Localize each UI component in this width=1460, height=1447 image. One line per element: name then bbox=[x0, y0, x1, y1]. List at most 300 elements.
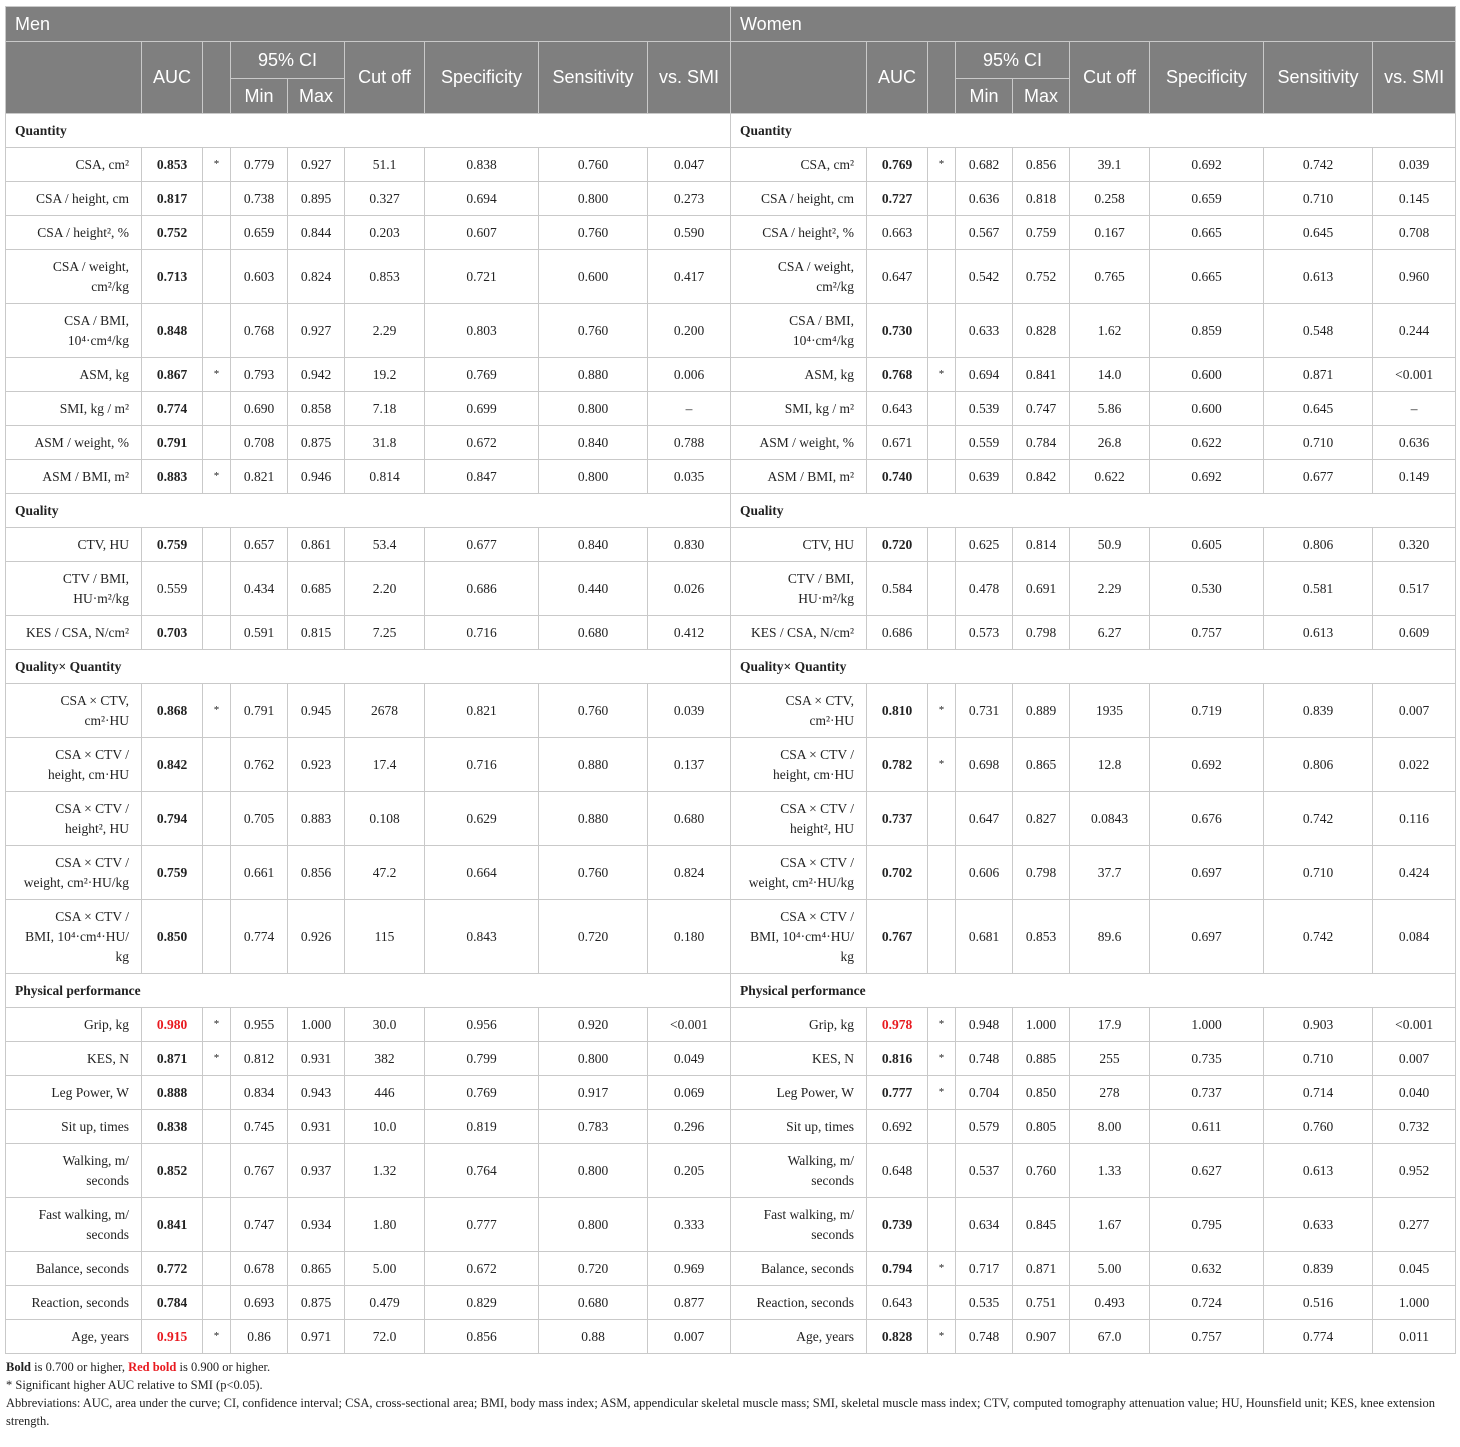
men-max-cell: 0.875 bbox=[288, 1286, 345, 1320]
men-star-cell bbox=[203, 1042, 231, 1076]
men-measure-label: CSA, cm² bbox=[6, 148, 142, 182]
men-spec-cell: 0.769 bbox=[425, 358, 539, 392]
men-vs-cell: 0.590 bbox=[648, 216, 731, 250]
women-measure-label: Grip, kg bbox=[731, 1008, 867, 1042]
men-specificity-header: Specificity bbox=[425, 42, 539, 114]
women-min-cell: 0.633 bbox=[956, 304, 1013, 358]
women-vs-cell: 0.960 bbox=[1373, 250, 1456, 304]
men-spec-cell: 0.716 bbox=[425, 738, 539, 792]
women-auc-cell: 0.737 bbox=[867, 792, 928, 846]
women-significance-mark: * bbox=[938, 1261, 945, 1274]
men-auc-cell: 0.868 bbox=[142, 684, 203, 738]
table-row bbox=[6, 684, 1456, 738]
women-min-cell: 0.573 bbox=[956, 616, 1013, 650]
men-sens-cell: 0.840 bbox=[539, 426, 648, 460]
women-cutoff-cell: 278 bbox=[1070, 1076, 1150, 1110]
women-star-cell bbox=[928, 1320, 956, 1354]
men-sens-cell: 0.800 bbox=[539, 182, 648, 216]
women-measure-label: SMI, kg / m² bbox=[731, 392, 867, 426]
women-max-cell: 0.842 bbox=[1013, 460, 1070, 494]
table-row bbox=[6, 392, 1456, 426]
men-vs-cell: 0.026 bbox=[648, 562, 731, 616]
women-vs-cell: 0.022 bbox=[1373, 738, 1456, 792]
men-min-cell: 0.791 bbox=[231, 684, 288, 738]
women-min-cell: 0.606 bbox=[956, 846, 1013, 900]
women-auc-cell: 0.730 bbox=[867, 304, 928, 358]
men-min-cell: 0.779 bbox=[231, 148, 288, 182]
women-vs-cell: 1.000 bbox=[1373, 1286, 1456, 1320]
men-auc-cell: 0.752 bbox=[142, 216, 203, 250]
women-cutoff-cell: 6.27 bbox=[1070, 616, 1150, 650]
men-spec-cell: 0.769 bbox=[425, 1076, 539, 1110]
women-auc-cell: 0.740 bbox=[867, 460, 928, 494]
women-auc-cell: 0.768 bbox=[867, 358, 928, 392]
women-star-cell bbox=[928, 1198, 956, 1252]
men-measure-label: CSA / height², % bbox=[6, 216, 142, 250]
women-significance-mark: * bbox=[938, 757, 945, 770]
women-cutoff-cell: 5.00 bbox=[1070, 1252, 1150, 1286]
men-significance-mark: * bbox=[213, 367, 220, 380]
women-measure-label: Balance, seconds bbox=[731, 1252, 867, 1286]
women-max-cell: 0.752 bbox=[1013, 250, 1070, 304]
men-vs-cell: 0.296 bbox=[648, 1110, 731, 1144]
women-max-cell: 0.827 bbox=[1013, 792, 1070, 846]
men-max-cell: 0.927 bbox=[288, 304, 345, 358]
men-sens-cell: 0.840 bbox=[539, 528, 648, 562]
men-star-cell bbox=[203, 426, 231, 460]
men-sens-cell: 0.880 bbox=[539, 358, 648, 392]
table-row bbox=[6, 1320, 1456, 1354]
men-min-cell: 0.745 bbox=[231, 1110, 288, 1144]
men-star-cell bbox=[203, 148, 231, 182]
men-star-cell bbox=[203, 616, 231, 650]
women-sens-cell: 0.645 bbox=[1264, 216, 1373, 250]
women-star-cell bbox=[928, 846, 956, 900]
men-star-cell bbox=[203, 358, 231, 392]
men-min-cell: 0.657 bbox=[231, 528, 288, 562]
men-vs-cell: 0.788 bbox=[648, 426, 731, 460]
women-sens-cell: 0.774 bbox=[1264, 1320, 1373, 1354]
men-spec-cell: 0.803 bbox=[425, 304, 539, 358]
men-measure-label: Leg Power, W bbox=[6, 1076, 142, 1110]
men-auc-cell: 0.850 bbox=[142, 900, 203, 974]
men-cutoff-cell: 0.327 bbox=[345, 182, 425, 216]
women-sens-cell: 0.613 bbox=[1264, 1144, 1373, 1198]
men-auc-cell: 0.713 bbox=[142, 250, 203, 304]
women-max-cell: 0.853 bbox=[1013, 900, 1070, 974]
men-vs-cell: 0.680 bbox=[648, 792, 731, 846]
men-sens-cell: 0.600 bbox=[539, 250, 648, 304]
men-auc-cell: 0.759 bbox=[142, 846, 203, 900]
men-max-cell: 0.824 bbox=[288, 250, 345, 304]
men-star-cell bbox=[203, 1320, 231, 1354]
men-auc-cell: 0.759 bbox=[142, 528, 203, 562]
table-row bbox=[6, 738, 1456, 792]
women-cutoff-cell: 17.9 bbox=[1070, 1008, 1150, 1042]
women-max-cell: 0.856 bbox=[1013, 148, 1070, 182]
red-bold-text: is 0.900 or higher. bbox=[176, 1360, 271, 1374]
women-auc-cell: 0.648 bbox=[867, 1144, 928, 1198]
women-sens-cell: 0.548 bbox=[1264, 304, 1373, 358]
men-cutoff-cell: 17.4 bbox=[345, 738, 425, 792]
men-measure-label: KES, N bbox=[6, 1042, 142, 1076]
men-max-cell: 0.883 bbox=[288, 792, 345, 846]
men-spec-cell: 0.629 bbox=[425, 792, 539, 846]
men-spec-cell: 0.716 bbox=[425, 616, 539, 650]
men-cutoff-cell: 2.29 bbox=[345, 304, 425, 358]
women-min-cell: 0.681 bbox=[956, 900, 1013, 974]
men-significance-mark: * bbox=[213, 1329, 220, 1342]
men-spec-cell: 0.829 bbox=[425, 1286, 539, 1320]
women-cutoff-cell: 0.0843 bbox=[1070, 792, 1150, 846]
section-row bbox=[6, 974, 1456, 1008]
women-header: Women bbox=[731, 7, 1456, 42]
women-star-cell bbox=[928, 1042, 956, 1076]
women-max-cell: 0.760 bbox=[1013, 1144, 1070, 1198]
men-measure-label: CSA / weight, cm²/kg bbox=[6, 250, 142, 304]
women-measure-label: KES, N bbox=[731, 1042, 867, 1076]
men-min-cell: 0.821 bbox=[231, 460, 288, 494]
women-spec-cell: 0.665 bbox=[1150, 250, 1264, 304]
women-cutoff-cell: 0.167 bbox=[1070, 216, 1150, 250]
men-spec-cell: 0.956 bbox=[425, 1008, 539, 1042]
men-sens-cell: 0.800 bbox=[539, 1042, 648, 1076]
men-auc-cell: 0.867 bbox=[142, 358, 203, 392]
women-measure-label: Fast walking, m/ seconds bbox=[731, 1198, 867, 1252]
women-sens-cell: 0.516 bbox=[1264, 1286, 1373, 1320]
women-spec-cell: 0.611 bbox=[1150, 1110, 1264, 1144]
women-significance-mark: * bbox=[938, 1329, 945, 1342]
men-section-title: Quality× Quantity bbox=[6, 650, 731, 684]
men-star-cell bbox=[203, 392, 231, 426]
men-spec-cell: 0.819 bbox=[425, 1110, 539, 1144]
women-significance-mark: * bbox=[938, 1051, 945, 1064]
women-sens-cell: 0.806 bbox=[1264, 528, 1373, 562]
men-cutoff-cell: 53.4 bbox=[345, 528, 425, 562]
men-max-cell: 0.971 bbox=[288, 1320, 345, 1354]
women-cutoff-cell: 0.765 bbox=[1070, 250, 1150, 304]
women-cutoff-cell: 89.6 bbox=[1070, 900, 1150, 974]
women-star-cell bbox=[928, 250, 956, 304]
women-cutoff-cell: 1.67 bbox=[1070, 1198, 1150, 1252]
women-sens-cell: 0.645 bbox=[1264, 392, 1373, 426]
bold-word: Bold bbox=[6, 1360, 32, 1374]
men-max-cell: 0.844 bbox=[288, 216, 345, 250]
women-min-cell: 0.478 bbox=[956, 562, 1013, 616]
women-cutoff-cell: 14.0 bbox=[1070, 358, 1150, 392]
women-spec-cell: 0.659 bbox=[1150, 182, 1264, 216]
men-max-header: Max bbox=[288, 79, 345, 114]
men-star-cell bbox=[203, 1008, 231, 1042]
women-vs-smi-header: vs. SMI bbox=[1373, 42, 1456, 114]
men-vs-cell: 0.877 bbox=[648, 1286, 731, 1320]
women-measure-label: CSA / height², % bbox=[731, 216, 867, 250]
women-measure-label: Reaction, seconds bbox=[731, 1286, 867, 1320]
men-cutoff-cell: 115 bbox=[345, 900, 425, 974]
men-min-cell: 0.738 bbox=[231, 182, 288, 216]
women-cutoff-cell: 1.62 bbox=[1070, 304, 1150, 358]
table-row bbox=[6, 1076, 1456, 1110]
women-auc-cell: 0.794 bbox=[867, 1252, 928, 1286]
men-cutoff-cell: 30.0 bbox=[345, 1008, 425, 1042]
women-cutoff-cell: 67.0 bbox=[1070, 1320, 1150, 1354]
men-sens-cell: 0.88 bbox=[539, 1320, 648, 1354]
women-measure-label: Leg Power, W bbox=[731, 1076, 867, 1110]
men-significance-mark: * bbox=[213, 157, 220, 170]
men-significance-mark: * bbox=[213, 1051, 220, 1064]
auc-results-table bbox=[5, 6, 1456, 1354]
women-star-cell bbox=[928, 148, 956, 182]
men-measure-label: KES / CSA, N/cm² bbox=[6, 616, 142, 650]
table-footnotes bbox=[5, 1358, 1455, 1430]
women-auc-cell: 0.584 bbox=[867, 562, 928, 616]
women-vs-cell: 0.007 bbox=[1373, 1042, 1456, 1076]
women-max-cell: 1.000 bbox=[1013, 1008, 1070, 1042]
men-min-cell: 0.747 bbox=[231, 1198, 288, 1252]
men-measure-label: CSA / BMI, 10⁴·cm⁴/kg bbox=[6, 304, 142, 358]
table-row bbox=[6, 358, 1456, 392]
women-sens-cell: 0.839 bbox=[1264, 1252, 1373, 1286]
women-sens-cell: 0.871 bbox=[1264, 358, 1373, 392]
table-row bbox=[6, 460, 1456, 494]
men-cutoff-cell: 7.18 bbox=[345, 392, 425, 426]
men-auc-cell: 0.841 bbox=[142, 1198, 203, 1252]
women-auc-cell: 0.769 bbox=[867, 148, 928, 182]
women-vs-cell: 0.145 bbox=[1373, 182, 1456, 216]
results-table-container bbox=[5, 6, 1455, 1430]
men-cutoff-cell: 446 bbox=[345, 1076, 425, 1110]
women-measure-header bbox=[731, 42, 867, 114]
men-spec-cell: 0.672 bbox=[425, 1252, 539, 1286]
women-significance-mark: * bbox=[938, 367, 945, 380]
women-sens-cell: 0.677 bbox=[1264, 460, 1373, 494]
men-star-cell bbox=[203, 684, 231, 738]
men-sens-cell: 0.917 bbox=[539, 1076, 648, 1110]
women-star-cell bbox=[928, 358, 956, 392]
men-spec-cell: 0.821 bbox=[425, 684, 539, 738]
women-significance-mark: * bbox=[938, 1085, 945, 1098]
women-star-cell bbox=[928, 304, 956, 358]
men-cutoff-cell: 7.25 bbox=[345, 616, 425, 650]
women-min-cell: 0.537 bbox=[956, 1144, 1013, 1198]
men-star-cell bbox=[203, 792, 231, 846]
men-auc-cell: 0.784 bbox=[142, 1286, 203, 1320]
women-cutoff-cell: 26.8 bbox=[1070, 426, 1150, 460]
men-cutoff-cell: 51.1 bbox=[345, 148, 425, 182]
women-cutoff-cell: 0.258 bbox=[1070, 182, 1150, 216]
women-star-cell bbox=[928, 392, 956, 426]
women-cutoff-cell: 37.7 bbox=[1070, 846, 1150, 900]
men-cutoff-cell: 47.2 bbox=[345, 846, 425, 900]
men-auc-cell: 0.871 bbox=[142, 1042, 203, 1076]
men-cutoff-cell: 0.479 bbox=[345, 1286, 425, 1320]
women-section-title: Quality bbox=[731, 494, 1456, 528]
women-max-cell: 0.818 bbox=[1013, 182, 1070, 216]
men-auc-cell: 0.852 bbox=[142, 1144, 203, 1198]
men-vs-cell: 0.412 bbox=[648, 616, 731, 650]
women-sens-cell: 0.742 bbox=[1264, 148, 1373, 182]
men-spec-cell: 0.699 bbox=[425, 392, 539, 426]
men-star-header bbox=[203, 42, 231, 114]
women-vs-cell: 0.084 bbox=[1373, 900, 1456, 974]
women-cutoff-cell: 12.8 bbox=[1070, 738, 1150, 792]
men-spec-cell: 0.686 bbox=[425, 562, 539, 616]
table-row bbox=[6, 1198, 1456, 1252]
men-cutoff-cell: 2678 bbox=[345, 684, 425, 738]
women-vs-cell: 0.007 bbox=[1373, 684, 1456, 738]
women-measure-label: Sit up, times bbox=[731, 1110, 867, 1144]
men-vs-cell: 0.417 bbox=[648, 250, 731, 304]
women-max-cell: 0.751 bbox=[1013, 1286, 1070, 1320]
women-min-cell: 0.682 bbox=[956, 148, 1013, 182]
men-measure-label: CSA / height, cm bbox=[6, 182, 142, 216]
men-cutoff-cell: 10.0 bbox=[345, 1110, 425, 1144]
men-section-title: Quantity bbox=[6, 114, 731, 148]
men-measure-label: CSA × CTV / BMI, 10⁴·cm⁴·HU/ kg bbox=[6, 900, 142, 974]
men-spec-cell: 0.777 bbox=[425, 1198, 539, 1252]
women-min-cell: 0.539 bbox=[956, 392, 1013, 426]
men-auc-cell: 0.703 bbox=[142, 616, 203, 650]
men-min-cell: 0.812 bbox=[231, 1042, 288, 1076]
men-spec-cell: 0.764 bbox=[425, 1144, 539, 1198]
men-sens-cell: 0.760 bbox=[539, 846, 648, 900]
women-sens-cell: 0.613 bbox=[1264, 250, 1373, 304]
abbreviations-note: Abbreviations: AUC, area under the curve; CI, confidence interval; CSA, cross-sectional area; BMI, body mass index; ASM, appendicular skeletal muscle mass; SMI, skeletal muscle mass index; CTV, computed tomography attenuation value; HU, Hounsfield unit; KES, knee extension strength. bbox=[6, 1396, 1435, 1428]
women-min-cell: 0.647 bbox=[956, 792, 1013, 846]
table-row bbox=[6, 1252, 1456, 1286]
men-vs-cell: 0.035 bbox=[648, 460, 731, 494]
women-star-cell bbox=[928, 460, 956, 494]
men-cutoff-cell: 0.814 bbox=[345, 460, 425, 494]
men-cutoff-cell: 0.853 bbox=[345, 250, 425, 304]
men-star-cell bbox=[203, 1198, 231, 1252]
women-auc-cell: 0.686 bbox=[867, 616, 928, 650]
women-measure-label: CSA × CTV / height², HU bbox=[731, 792, 867, 846]
men-min-cell: 0.768 bbox=[231, 304, 288, 358]
women-min-cell: 0.567 bbox=[956, 216, 1013, 250]
women-spec-cell: 0.692 bbox=[1150, 738, 1264, 792]
men-max-cell: 0.856 bbox=[288, 846, 345, 900]
women-auc-cell: 0.816 bbox=[867, 1042, 928, 1076]
table-row bbox=[6, 182, 1456, 216]
women-star-cell bbox=[928, 1286, 956, 1320]
men-max-cell: 0.685 bbox=[288, 562, 345, 616]
women-star-cell bbox=[928, 1076, 956, 1110]
men-sens-cell: 0.800 bbox=[539, 392, 648, 426]
women-auc-cell: 0.978 bbox=[867, 1008, 928, 1042]
women-auc-header: AUC bbox=[867, 42, 928, 114]
women-sens-cell: 0.760 bbox=[1264, 1110, 1373, 1144]
men-measure-label: Sit up, times bbox=[6, 1110, 142, 1144]
women-spec-cell: 0.795 bbox=[1150, 1198, 1264, 1252]
men-spec-cell: 0.677 bbox=[425, 528, 539, 562]
women-specificity-header: Specificity bbox=[1150, 42, 1264, 114]
women-vs-cell: 0.045 bbox=[1373, 1252, 1456, 1286]
men-sensitivity-header: Sensitivity bbox=[539, 42, 648, 114]
men-spec-cell: 0.847 bbox=[425, 460, 539, 494]
men-min-cell: 0.591 bbox=[231, 616, 288, 650]
women-star-cell bbox=[928, 684, 956, 738]
women-vs-cell: 0.149 bbox=[1373, 460, 1456, 494]
women-star-cell bbox=[928, 1144, 956, 1198]
men-auc-cell: 0.888 bbox=[142, 1076, 203, 1110]
women-cutoff-cell: 0.622 bbox=[1070, 460, 1150, 494]
women-spec-cell: 0.737 bbox=[1150, 1076, 1264, 1110]
women-sens-cell: 0.742 bbox=[1264, 792, 1373, 846]
women-measure-label: CSA × CTV / weight, cm²·HU/kg bbox=[731, 846, 867, 900]
red-bold-word: Red bold bbox=[128, 1360, 177, 1374]
women-cutoff-cell: 50.9 bbox=[1070, 528, 1150, 562]
women-measure-label: CSA, cm² bbox=[731, 148, 867, 182]
women-spec-cell: 0.692 bbox=[1150, 460, 1264, 494]
men-max-cell: 0.946 bbox=[288, 460, 345, 494]
men-measure-label: Balance, seconds bbox=[6, 1252, 142, 1286]
women-min-cell: 0.636 bbox=[956, 182, 1013, 216]
women-measure-label: CSA × CTV, cm²·HU bbox=[731, 684, 867, 738]
women-spec-cell: 0.627 bbox=[1150, 1144, 1264, 1198]
women-max-cell: 0.885 bbox=[1013, 1042, 1070, 1076]
women-significance-mark: * bbox=[938, 157, 945, 170]
section-row bbox=[6, 650, 1456, 684]
women-measure-label: ASM / BMI, m² bbox=[731, 460, 867, 494]
women-max-cell: 0.845 bbox=[1013, 1198, 1070, 1252]
men-max-cell: 0.934 bbox=[288, 1198, 345, 1252]
men-vs-cell: <0.001 bbox=[648, 1008, 731, 1042]
women-measure-label: CSA × CTV / BMI, 10⁴·cm⁴·HU/ kg bbox=[731, 900, 867, 974]
women-measure-label: CTV / BMI, HU·m²/kg bbox=[731, 562, 867, 616]
men-vs-smi-header: vs. SMI bbox=[648, 42, 731, 114]
men-significance-mark: * bbox=[213, 469, 220, 482]
men-vs-cell: – bbox=[648, 392, 731, 426]
men-sens-cell: 0.800 bbox=[539, 1198, 648, 1252]
men-vs-cell: 0.039 bbox=[648, 684, 731, 738]
women-sens-cell: 0.839 bbox=[1264, 684, 1373, 738]
men-measure-label: CSA × CTV / height, cm·HU bbox=[6, 738, 142, 792]
women-auc-cell: 0.663 bbox=[867, 216, 928, 250]
women-max-cell: 0.871 bbox=[1013, 1252, 1070, 1286]
women-max-header: Max bbox=[1013, 79, 1070, 114]
women-star-cell bbox=[928, 426, 956, 460]
women-star-cell bbox=[928, 900, 956, 974]
men-min-cell: 0.793 bbox=[231, 358, 288, 392]
table-row bbox=[6, 1144, 1456, 1198]
women-sens-cell: 0.710 bbox=[1264, 182, 1373, 216]
table-row bbox=[6, 1008, 1456, 1042]
women-star-cell bbox=[928, 562, 956, 616]
men-cutoff-cell: 0.108 bbox=[345, 792, 425, 846]
men-max-cell: 0.945 bbox=[288, 684, 345, 738]
women-measure-label: CSA / weight, cm²/kg bbox=[731, 250, 867, 304]
women-spec-cell: 0.665 bbox=[1150, 216, 1264, 250]
women-star-cell bbox=[928, 616, 956, 650]
women-star-cell bbox=[928, 792, 956, 846]
women-auc-cell: 0.643 bbox=[867, 392, 928, 426]
men-measure-label: Grip, kg bbox=[6, 1008, 142, 1042]
women-max-cell: 0.865 bbox=[1013, 738, 1070, 792]
women-spec-cell: 0.719 bbox=[1150, 684, 1264, 738]
men-sens-cell: 0.720 bbox=[539, 900, 648, 974]
women-cutoff-cell: 2.29 bbox=[1070, 562, 1150, 616]
women-star-cell bbox=[928, 182, 956, 216]
men-cutoff-cell: 382 bbox=[345, 1042, 425, 1076]
men-header: Men bbox=[6, 7, 731, 42]
table-header bbox=[6, 7, 1456, 114]
men-max-cell: 0.927 bbox=[288, 148, 345, 182]
men-vs-cell: 0.200 bbox=[648, 304, 731, 358]
men-vs-cell: 0.205 bbox=[648, 1144, 731, 1198]
women-star-cell bbox=[928, 1252, 956, 1286]
men-cutoff-cell: 72.0 bbox=[345, 1320, 425, 1354]
